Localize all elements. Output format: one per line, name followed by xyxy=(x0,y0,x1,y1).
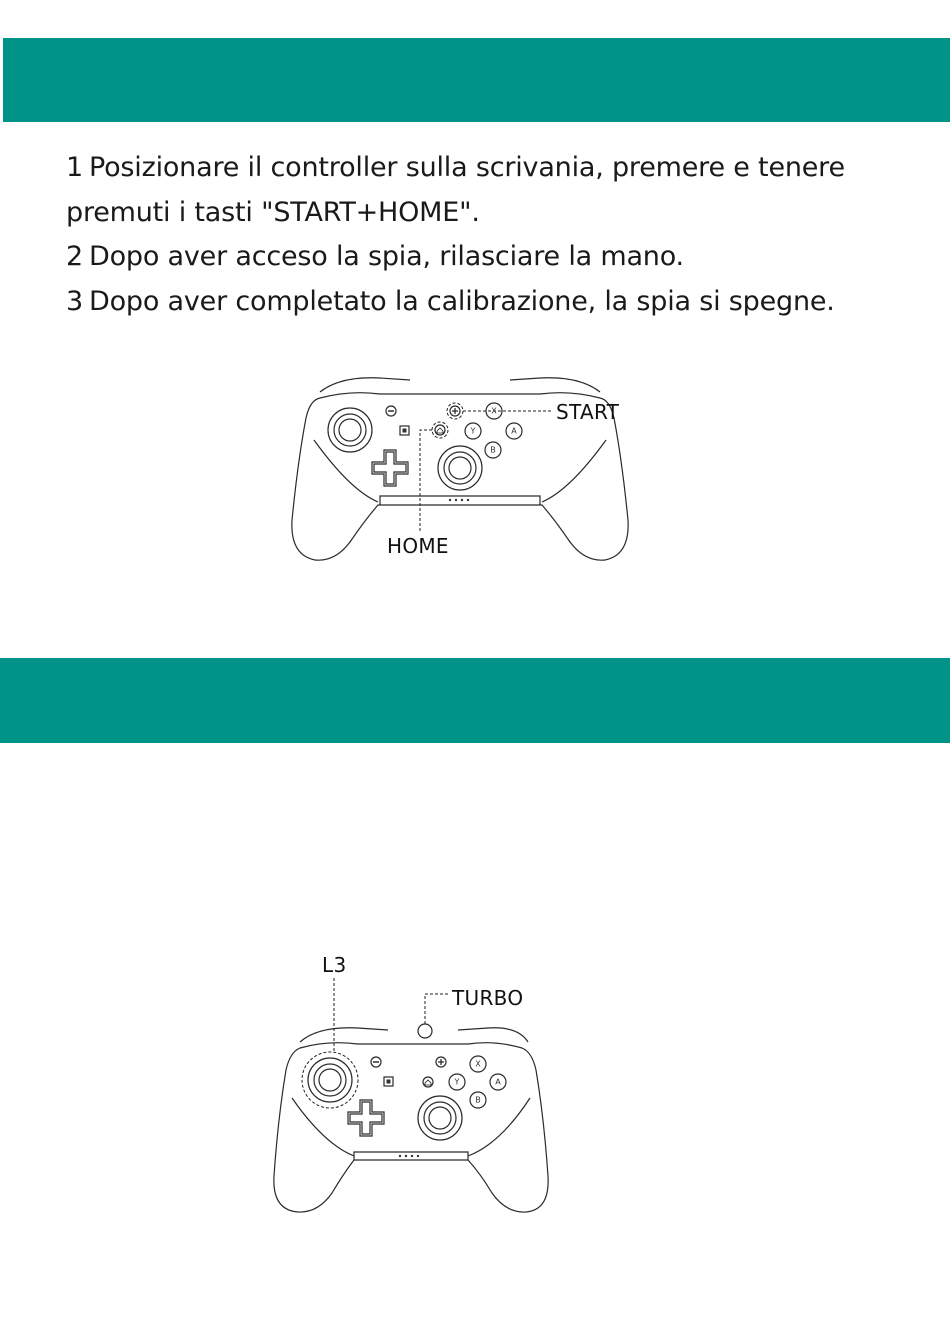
section-header-banner xyxy=(0,658,950,743)
right-bumper xyxy=(510,378,600,392)
svg-text:X: X xyxy=(491,406,497,416)
left-bumper xyxy=(300,1028,388,1042)
step-text: Posizionare il controller sulla scrivania, premere e tenere premuti i tasti "START+HOME". xyxy=(66,152,845,228)
svg-text:Y: Y xyxy=(470,426,476,436)
instruction-step xyxy=(66,235,906,280)
svg-text:B: B xyxy=(490,445,496,455)
svg-text:B: B xyxy=(475,1095,481,1105)
turbo-callout-label: TURBO xyxy=(452,986,524,1010)
instruction-step xyxy=(66,146,906,235)
svg-text:A: A xyxy=(495,1077,501,1087)
instruction-list xyxy=(66,146,906,324)
step-number: 3 xyxy=(66,285,83,317)
svg-text:A: A xyxy=(511,426,517,436)
step-text: Dopo aver acceso la spia, rilasciare la mano. xyxy=(88,241,684,272)
home-callout-label: HOME xyxy=(387,534,449,558)
left-bumper xyxy=(320,378,410,392)
step-text: Dopo aver completato la calibrazione, la spia si spegne. xyxy=(88,285,835,317)
start-callout-label: START xyxy=(556,400,620,424)
right-bumper xyxy=(458,1028,528,1042)
step-number: 1 xyxy=(66,152,83,183)
turbo-leader-line xyxy=(425,994,448,1024)
svg-text:Y: Y xyxy=(454,1077,460,1087)
instruction-step xyxy=(66,280,906,325)
step-number: 2 xyxy=(66,241,83,272)
l3-callout-label: L3 xyxy=(322,953,347,977)
turbo-button xyxy=(418,1024,432,1038)
svg-text:X: X xyxy=(475,1059,481,1069)
section-header-banner xyxy=(3,38,950,122)
